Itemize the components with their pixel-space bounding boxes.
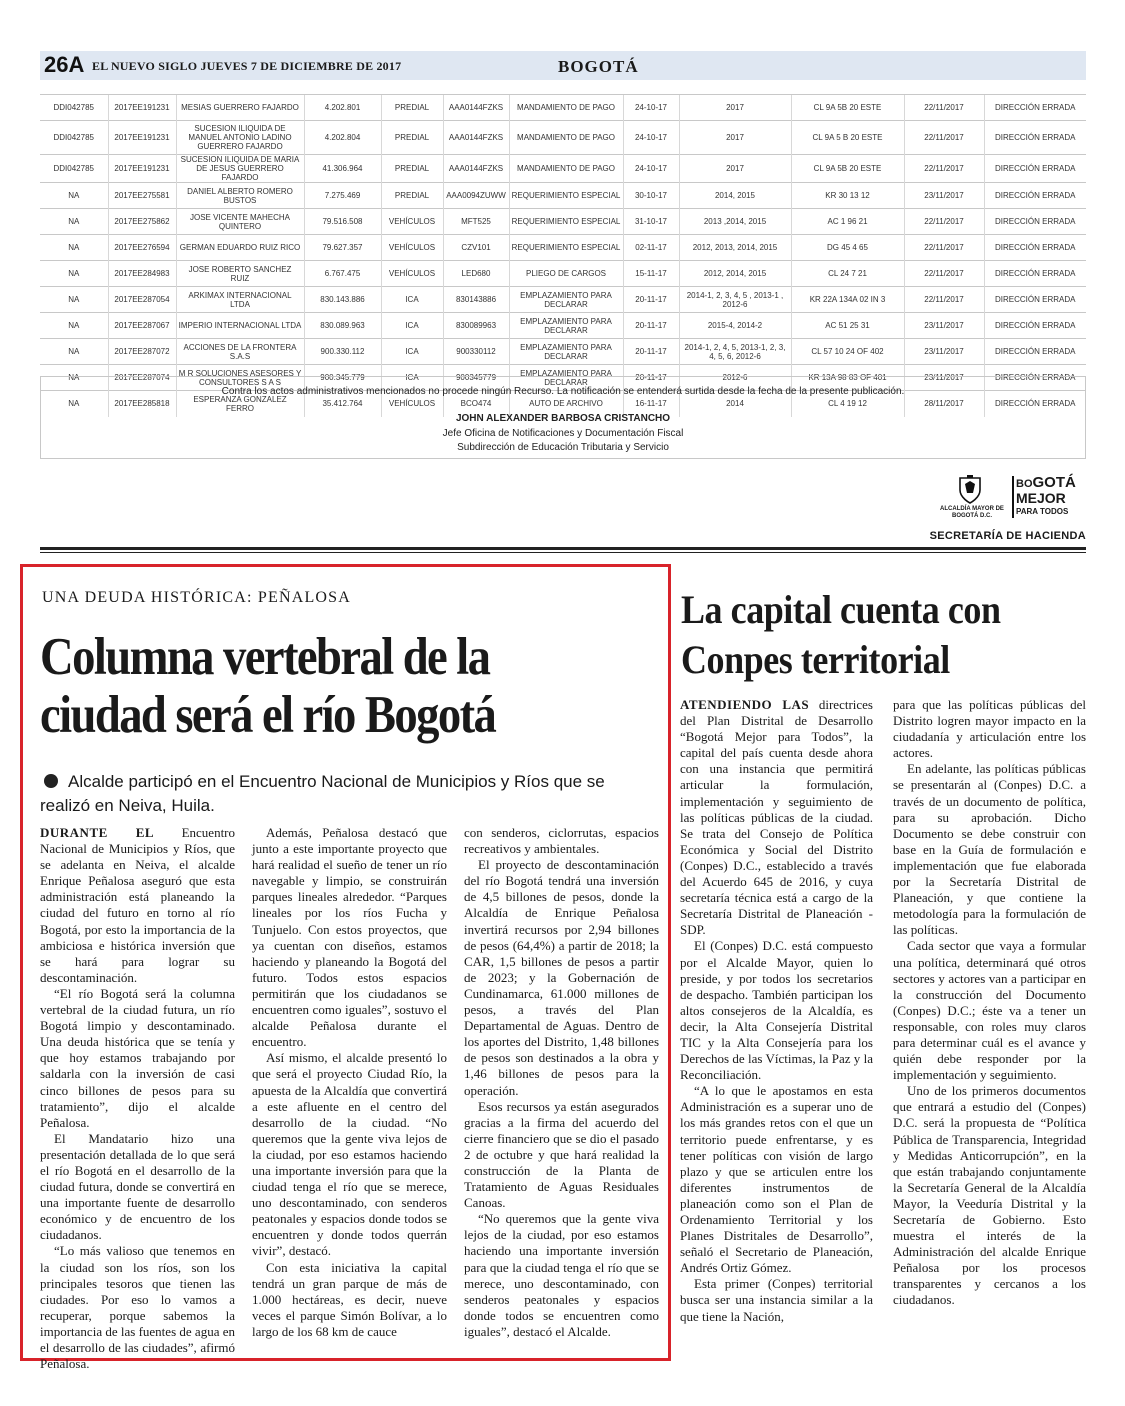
table-cell: REQUERIMIENTO ESPECIAL (509, 209, 623, 235)
notification-table (40, 94, 1086, 417)
alcaldia-logo (930, 472, 1086, 548)
table-cell: 2017EE287067 (108, 313, 176, 339)
table-cell: 4.202.804 (304, 121, 381, 155)
article-kicker: UNA DEUDA HISTÓRICA: PEÑALOSA (42, 589, 352, 606)
para-todos-wordmark: PARA TODOS (1016, 507, 1069, 516)
notice-box (40, 376, 1086, 459)
table-cell: IMPERIO INTERNACIONAL LTDA (176, 313, 304, 339)
table-row (40, 235, 1086, 261)
table-cell: KR 22A 134A 02 IN 3 (791, 287, 904, 313)
paragraph: El (Conpes) D.C. está compuesto por el Alcalde Mayor, quien lo preside, y por todos los secretarios de despacho. También participan los altos consejeros de la Alcaldía, es decir, la Alta Consejería Distrital TIC y la Alta Consejería para los Derechos de las Víctimas, la Paz y la Reconciliación. (680, 938, 873, 1083)
paragraph: Con esta iniciativa la capital tendrá un gran parque de más de 1.000 hectáreas, es decir, nueve veces el parque Simón Bolívar, a lo largo de los 68 km de cauce (252, 1259, 447, 1339)
table-cell: 2012, 2014, 2015 (679, 261, 791, 287)
article-subhead: Alcalde participó en el Encuentro Nacional de Municipios y Ríos que se realizó en Neiva, Huila. (40, 772, 605, 815)
table-row (40, 339, 1086, 365)
table-row (40, 261, 1086, 287)
table-row (40, 287, 1086, 313)
notice-role: Jefe Oficina de Notificaciones y Documentación Fiscal (442, 428, 684, 439)
table-cell: 900.330.112 (304, 339, 381, 365)
table-cell: JOSE VICENTE MAHECHA QUINTERO (176, 209, 304, 235)
table-cell: 830.089.963 (304, 313, 381, 339)
table-cell: 2017EE191231 (108, 121, 176, 155)
paragraph: Esos recursos ya están asegurados gracias a la firma del acuerdo del cierre financiero que se dio el pasado 2 de octubre y que hará realidad la construcción de la Planta de Tratamiento de Aguas Residuales Canoas. (464, 1098, 659, 1211)
table-cell: EMPLAZAMIENTO PARA DECLARAR (509, 339, 623, 365)
table-cell: NA (40, 235, 108, 261)
page-number: 26A (44, 52, 85, 77)
table-cell: 2017 (679, 155, 791, 183)
table-cell: 41.306.964 (304, 155, 381, 183)
table-cell: 20-11-17 (623, 313, 679, 339)
table-cell: CL 9A 5 B 20 ESTE (791, 121, 904, 155)
masthead-date: EL NUEVO SIGLO JUEVES 7 DE DICIEMBRE DE 2017 (92, 59, 402, 73)
paragraph: con senderos, ciclorrutas, espacios recreativos y ambientales. (464, 825, 659, 857)
table-row (40, 95, 1086, 121)
table-cell: CZV101 (443, 235, 509, 261)
section-divider (40, 547, 1086, 550)
table-cell: MFT525 (443, 209, 509, 235)
table-cell: CL 57 10 24 OF 402 (791, 339, 904, 365)
table-cell: 22/11/2017 (904, 121, 984, 155)
table-cell: 2017EE275862 (108, 209, 176, 235)
table-cell: 22/11/2017 (904, 287, 984, 313)
table-cell: NA (40, 183, 108, 209)
table-cell: 22/11/2017 (904, 209, 984, 235)
table-cell: 2015-4, 2014-2 (679, 313, 791, 339)
table-cell: DIRECCIÓN ERRADA (984, 95, 1086, 121)
table-cell: 2017EE191231 (108, 95, 176, 121)
table-cell: 2014-1, 2, 4, 5, 2013-1, 2, 3, 4, 5, 6, 2012-6 (679, 339, 791, 365)
paragraph: Esta primer (Conpes) territorial busca ser una instancia similar a la que tiene la Nación, (680, 1276, 873, 1324)
table-cell: DIRECCIÓN ERRADA (984, 155, 1086, 183)
notice-text: Contra los actos administrativos mencionados no procede ningún Recurso. La notificación se entenderá surtida desde la fecha de la presente publicación. (221, 386, 905, 397)
table-cell: 23/11/2017 (904, 339, 984, 365)
table-cell: PLIEGO DE CARGOS (509, 261, 623, 287)
table-cell: DIRECCIÓN ERRADA (984, 183, 1086, 209)
article2-column-2 (893, 697, 1086, 1309)
table-cell: DIRECCIÓN ERRADA (984, 121, 1086, 155)
article1-column-3 (464, 825, 659, 1340)
table-cell: KR 30 13 12 (791, 183, 904, 209)
table-cell: NA (40, 261, 108, 287)
table-cell: DDI042785 (40, 155, 108, 183)
table-cell: DIRECCIÓN ERRADA (984, 339, 1086, 365)
table-cell: 2017EE287072 (108, 339, 176, 365)
table-cell: VEHÍCULOS (381, 235, 443, 261)
table-cell: 22/11/2017 (904, 261, 984, 287)
table-cell: 2017EE287074 (108, 365, 176, 391)
table-cell: DANIEL ALBERTO ROMERO BUSTOS (176, 183, 304, 209)
table-cell: 2017EE284983 (108, 261, 176, 287)
headline-line-1: Columna vertebral de la (40, 628, 490, 686)
table-cell: 35.412.764 (304, 391, 381, 417)
table-cell: ACCIONES DE LA FRONTERA S.A.S (176, 339, 304, 365)
table-cell: ESPERANZA GONZALEZ FERRO (176, 391, 304, 417)
table-cell: 24-10-17 (623, 121, 679, 155)
bogota-wordmark: BOGOTÁ (1016, 474, 1076, 491)
table-cell: DG 45 4 65 (791, 235, 904, 261)
table-cell: 20-11-17 (623, 365, 679, 391)
table-cell: MANDAMIENTO DE PAGO (509, 121, 623, 155)
table-cell: 15-11-17 (623, 261, 679, 287)
table-cell: ICA (381, 287, 443, 313)
paragraph: El Mandatario hizo una presentación detallada de lo que será el río Bogotá en el desarrollo de la ciudad futura, donde se convertirá en una importante fuente de desarrollo económico y de encuentro de los ciudadanos. (40, 1130, 235, 1243)
table-cell: MANDAMIENTO DE PAGO (509, 95, 623, 121)
paragraph: “Lo más valioso que tenemos en la ciudad son los ríos, son los principales tesoros que tienen las ciudades. Por eso lo vamos a recuperar, porque sabemos la importancia de las fuentes de agua en el desarrollo de las ciudades”, afirmó Peñalosa. (40, 1243, 235, 1372)
table-cell: GERMAN EDUARDO RUIZ RICO (176, 235, 304, 261)
table-cell: 22/11/2017 (904, 95, 984, 121)
table-cell: VEHÍCULOS (381, 261, 443, 287)
article2-headline (681, 585, 1046, 685)
table-cell: 31-10-17 (623, 209, 679, 235)
article2-column-1 (680, 697, 873, 1325)
table-cell: 900330112 (443, 339, 509, 365)
table-cell: 2013 ,2014, 2015 (679, 209, 791, 235)
paragraph: “No queremos que la gente viva lejos de la ciudad, por eso estamos haciendo una importante inversión para que la ciudad tenga el río que se merece, uno descontaminado, con senderos peatonales y espacios donde todos se encuentren como iguales”, destacó el Alcalde. (464, 1211, 659, 1339)
notice-signer: JOHN ALEXANDER BARBOSA CRISTANCHO (455, 413, 671, 424)
table-cell: 79.627.357 (304, 235, 381, 261)
table-cell: 2017EE287054 (108, 287, 176, 313)
table-cell: MANDAMIENTO DE PAGO (509, 155, 623, 183)
table-cell: DDI042785 (40, 121, 108, 155)
table-cell: SUCESION ILIQUIDA DE MANUEL ANTONIO LADINO GUERRERO FAJARDO (176, 121, 304, 155)
table-cell: 7.275.469 (304, 183, 381, 209)
table-cell: NA (40, 391, 108, 417)
table-cell: 2014, 2015 (679, 183, 791, 209)
paragraph: Uno de los primeros documentos que entrará a estudio del (Conpes) D.C. será la propuesta de “Política Pública de Transparencia, Integridad y Medidas Anticorrupción”, en la que están trabajando conjuntamente la Secretaría General de la Alcaldía Mayor, la Veeduría Distrital y la Secretaría de Gobierno. Esto muestra el interés de la Administración del alcalde Enrique Peñalosa por los procesos transparentes y cercanos a los ciudadanos. (893, 1083, 1086, 1308)
table-cell: ARKIMAX INTERNACIONAL LTDA (176, 287, 304, 313)
table-cell: DIRECCIÓN ERRADA (984, 261, 1086, 287)
table-cell: DIRECCIÓN ERRADA (984, 209, 1086, 235)
article1-column-2 (252, 825, 447, 1340)
paragraph: “A lo que le apostamos en esta Administración es a superar uno de los más grandes retos con el que un territorio puede enfrentarse, y es tener políticas con visión de largo plazo y que se articulen entre los diferentes instrumentos de planeación como son el Plan de Ordenamiento Territorial y los Planes Distritales de Desarrollo”, señaló el Secretario de Planeación, Andrés Ortiz Gómez. (680, 1083, 873, 1276)
table-cell: PREDIAL (381, 183, 443, 209)
table-cell: REQUERIMIENTO ESPECIAL (509, 183, 623, 209)
table-cell: 20-11-17 (623, 339, 679, 365)
table-cell: JOSE ROBERTO SANCHEZ RUIZ (176, 261, 304, 287)
table-cell: AAA0144FZKS (443, 155, 509, 183)
table-cell: 2017EE285818 (108, 391, 176, 417)
alcaldia-label: ALCALDÍA MAYOR DE BOGOTÁ D.C. (940, 506, 1004, 519)
table-cell: 2012-6 (679, 365, 791, 391)
coat-of-arms-icon (958, 474, 982, 504)
table-cell: NA (40, 339, 108, 365)
table-cell: CL 24 7 21 (791, 261, 904, 287)
table-cell: 830143886 (443, 287, 509, 313)
table-cell: EMPLAZAMIENTO PARA DECLARAR (509, 365, 623, 391)
table-cell: DIRECCIÓN ERRADA (984, 391, 1086, 417)
table-cell: AAA0094ZUWW (443, 183, 509, 209)
table-cell: 900.345.779 (304, 365, 381, 391)
paragraph: Cada sector que vaya a formular una política, determinará qué otros sectores y actores van a participar en la construcción del Documento (Conpes) D.C.; éste va a tener un responsable, con roles muy claros para determinar cuál es el avance y quién debe responder por la implementación y seguimiento. (893, 938, 1086, 1083)
table-cell: 02-11-17 (623, 235, 679, 261)
table-cell: 22/11/2017 (904, 235, 984, 261)
page-header (40, 51, 1086, 80)
table-cell: 24-10-17 (623, 155, 679, 183)
bullet-icon (44, 774, 58, 788)
secretaria-hacienda-label: SECRETARÍA DE HACIENDA (929, 530, 1086, 542)
table-cell: LED680 (443, 261, 509, 287)
table-cell: KR 13A 98 83 OF 401 (791, 365, 904, 391)
table-cell: 2014 (679, 391, 791, 417)
table-cell: VEHÍCULOS (381, 209, 443, 235)
table-cell: 900345779 (443, 365, 509, 391)
table-cell: DIRECCIÓN ERRADA (984, 235, 1086, 261)
article-headline (40, 628, 586, 744)
table-cell: DDI042785 (40, 95, 108, 121)
table-cell: 2017 (679, 95, 791, 121)
table-cell: EMPLAZAMIENTO PARA DECLARAR (509, 313, 623, 339)
paragraph: El proyecto de descontaminación del río Bogotá tendrá una inversión de 4,5 billones de pesos, donde la Alcaldía de Enrique Peñalosa invertirá recursos por 2,94 billones de pesos (64,4%) a partir de 2018; la CAR, 1,5 billones de pesos a partir de 2023; y la Gobernación de Cundinamarca, 61.000 millones de pesos, a través del Plan Departamental de Aguas. Dentro de los aportes del Distrito, 1,48 billones de pesos son destinados a la obra y 1,46 billones de pesos para la operación. (464, 857, 659, 1098)
table-cell: CL 4 19 12 (791, 391, 904, 417)
table-cell: 2017EE275581 (108, 183, 176, 209)
logo-divider (1012, 476, 1014, 518)
table-cell: NA (40, 313, 108, 339)
table-cell: 22/11/2017 (904, 155, 984, 183)
table-row (40, 209, 1086, 235)
table-cell: 2017 (679, 121, 791, 155)
paragraph: DURANTE EL Encuentro Nacional de Municipios y Ríos, que se adelanta en Neiva, el alcalde Enrique Peñalosa aseguró que esta administración está planeando la ciudad del futuro en torno al río Bogotá, por esto la importancia de la ambiciosa e histórica inversión que se hará para lograr su descontaminación. (40, 825, 236, 985)
paragraph: para que las políticas públicas del Distrito logren mayor impacto en la ciudadanía y articulación entre los actores. (893, 697, 1086, 761)
table-cell: AC 1 96 21 (791, 209, 904, 235)
table-cell: CL 9A 5B 20 ESTE (791, 95, 904, 121)
table-row (40, 155, 1086, 183)
table-cell: NA (40, 209, 108, 235)
table-cell: AC 51 25 31 (791, 313, 904, 339)
table-cell: 23/11/2017 (904, 183, 984, 209)
table-cell: PREDIAL (381, 95, 443, 121)
article1-column-1 (40, 825, 235, 1372)
paragraph: Así mismo, el alcalde presentó lo que será el proyecto Ciudad Río, la apuesta de la Alcaldía que convertirá a este afluente en el centro del desarrollo de la ciudad. “No queremos que la gente viva lejos de la ciudad, por eso estamos haciendo una importante inversión para que la ciudad tenga el río que se merece, uno descontaminado, con senderos peatonales y espacios donde todos se encuentren y donde todos querrán vivir”, destacó. (252, 1050, 447, 1259)
table-cell: M R SOLUCIONES ASESORES Y CONSULTORES S A S (176, 365, 304, 391)
table-cell: 28/11/2017 (904, 391, 984, 417)
table-cell: 830089963 (443, 313, 509, 339)
table-cell: SUCESION ILIQUIDA DE MARIA DE JESUS GUERRERO FAJARDO (176, 155, 304, 183)
table-cell: ICA (381, 365, 443, 391)
section-title: BOGOTÁ (558, 57, 639, 76)
table-cell: BCO474 (443, 391, 509, 417)
table-cell: 2017EE276594 (108, 235, 176, 261)
table-cell: DIRECCIÓN ERRADA (984, 287, 1086, 313)
headline-line-2: ciudad será el río Bogotá (40, 686, 496, 744)
table-cell: 2014-1, 2, 3, 4, 5 , 2013-1 , 2012-6 (679, 287, 791, 313)
table-cell: PREDIAL (381, 121, 443, 155)
table-cell: 16-11-17 (623, 391, 679, 417)
headline-line-1: La capital cuenta con (681, 587, 1001, 632)
table-cell: 2017EE191231 (108, 155, 176, 183)
table-cell: DIRECCIÓN ERRADA (984, 365, 1086, 391)
paragraph: En adelante, las políticas públicas se presentarán al (Conpes) D.C. a través de un documento de política, para su aprobación. Dicho Documento se debe construir con base en la Guía de formulación e implementación que fue elaborada por la Secretaría Distrital de Planeación, y que contiene la metodología para la formulación de las políticas. (893, 761, 1086, 938)
table-row (40, 121, 1086, 155)
mejor-wordmark: MEJOR (1016, 490, 1066, 506)
notice-office: Subdirección de Educación Tributaria y Servicio (457, 442, 669, 453)
paragraph: Además, Peñalosa destacó que junto a este importante proyecto que hará realidad el sueño de tener un río navegable y limpio, se construirán parques lineales alrededor. “Parques lineales por los ríos Fucha y Tunjuelo. Con estos proyectos, que ya cuentan con diseños, estamos haciendo y planeando la Bogotá del futuro. Todos estos espacios permitirán que los ciudadanos se encuentren como iguales”, sostuvo el alcalde Peñalosa durante el encuentro. (252, 825, 447, 1050)
table-cell: ICA (381, 339, 443, 365)
table-cell: AUTO DE ARCHIVO (509, 391, 623, 417)
table-cell: NA (40, 365, 108, 391)
table-cell: 20-11-17 (623, 287, 679, 313)
table-cell: CL 9A 5B 20 ESTE (791, 155, 904, 183)
table-cell: REQUERIMIENTO ESPECIAL (509, 235, 623, 261)
table-cell: 79.516.508 (304, 209, 381, 235)
table-cell: ICA (381, 313, 443, 339)
table-cell: DIRECCIÓN ERRADA (984, 313, 1086, 339)
table-cell: 24-10-17 (623, 95, 679, 121)
table-cell: AAA0144FZKS (443, 95, 509, 121)
table-cell: PREDIAL (381, 155, 443, 183)
table-cell: 6.767.475 (304, 261, 381, 287)
table-cell: 2012, 2013, 2014, 2015 (679, 235, 791, 261)
table-row (40, 183, 1086, 209)
table-cell: 23/11/2017 (904, 365, 984, 391)
table-cell: VEHÍCULOS (381, 391, 443, 417)
table-cell: MESIAS GUERRERO FAJARDO (176, 95, 304, 121)
table-row (40, 313, 1086, 339)
section-divider-thin (40, 552, 1086, 553)
table-cell: AAA0144FZKS (443, 121, 509, 155)
paragraph: “El río Bogotá será la columna vertebral de la ciudad futura, un río Bogotá limpio y descontaminado. Una deuda histórica que se tenía y que hoy estamos trabajando por saldarla con la inversión de casi cinco billones de pesos para su tratamiento”, dijo el alcalde Peñalosa. (40, 985, 235, 1130)
table-cell: 4.202.801 (304, 95, 381, 121)
table-cell: 23/11/2017 (904, 313, 984, 339)
table-cell: 30-10-17 (623, 183, 679, 209)
table-cell: 830.143.886 (304, 287, 381, 313)
table-cell: EMPLAZAMIENTO PARA DECLARAR (509, 287, 623, 313)
paragraph: ATENDIENDO LAS directrices del Plan Distrital de Desarrollo “Bogotá Mejor para Todos”, la capital del país cuenta desde ahora con una instancia que permitirá articular la formulación, implementación y seguimiento de las políticas públicas de la ciudad. Se trata del Consejo de Política Económica y Social del Distrito (Conpes) D.C., establecido a través del Acuerdo 645 de 2016, y cuya secretaría técnica está a cargo de la Secretaría Distrital de Planeación - SDP. (680, 697, 873, 938)
table-cell: NA (40, 287, 108, 313)
headline-line-2: Conpes territorial (681, 637, 950, 682)
